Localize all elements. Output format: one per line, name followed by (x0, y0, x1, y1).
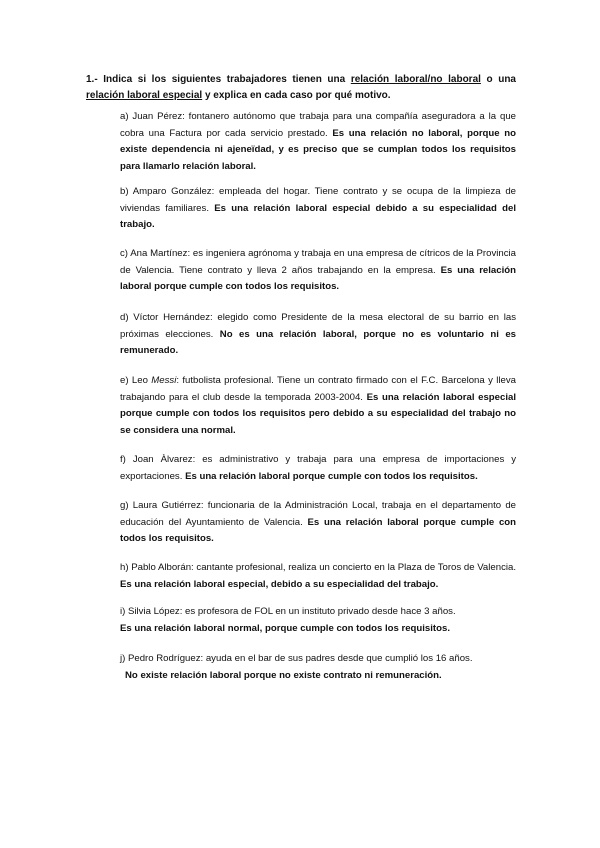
item-g (120, 498, 516, 548)
item-a-statement: a) Juan Pérez: fontanero autónomo que trabaja para una compañía aseguradora a la que cobra una Factura por cada servicio prestado. (120, 111, 516, 139)
item-d-statement: d) Víctor Hernández: elegido como Presidente de la mesa electoral de su barrio en las próximas elecciones. (120, 312, 516, 340)
question-text-1: Indica si los siguientes trabajadores tienen una (97, 74, 351, 85)
item-f (120, 452, 516, 485)
item-c-statement: c) Ana Martínez: es ingeniera agrónoma y trabaja en una empresa de cítricos de la Provincia de Valencia. Tiene contrato y lleva 2 años trabajando en la empresa. (120, 248, 516, 276)
question-text-2: o una (480, 74, 516, 85)
item-h-statement: h) Pablo Alborán: cantante profesional, realiza un concierto en la Plaza de Toros de Valencia. (120, 562, 516, 573)
item-e-statement-end: : futbolista profesional. Tiene un contrato firmado con el F.C. Barcelona y lleva trabajando para el club desde la temporada 2003-2004. (120, 375, 516, 403)
item-j-answer: No existe relación laboral porque no existe contrato ni remuneración. (125, 669, 442, 681)
item-b-statement: b) Amparo González: empleada del hogar. Tiene contrato y se ocupa de la limpieza de viviendas familiares. (120, 186, 516, 214)
item-c (120, 246, 516, 296)
item-a (120, 109, 516, 175)
item-e-italic-name: Messi (151, 375, 177, 386)
question-number: 1.- (86, 74, 98, 85)
item-i-answer: Es una relación laboral normal, porque cumple con todos los requisitos. (120, 622, 450, 634)
item-d (120, 310, 516, 360)
item-g-answer: Es una relación laboral porque cumple con todos los requisitos. (120, 516, 516, 544)
item-i (120, 604, 516, 637)
item-f-statement: f) Joan Àlvarez: es administrativo y trabaja para una empresa de importaciones y exportaciones. (120, 454, 516, 482)
question-text-3: y explica en cada caso por qué motivo. (202, 90, 391, 101)
item-a-answer: Es una relación no laboral, porque no existe dependencia ni ajeneïdad, y es preciso que se cumplan todos los requisitos para llamarlo relación laboral. (120, 127, 516, 172)
item-f-answer: Es una relación laboral porque cumple con todos los requisitos. (185, 470, 478, 482)
question-term-especial: relación laboral especial (86, 90, 203, 101)
item-j (120, 651, 516, 684)
item-b-answer: Es una relación laboral especial debido a su especialidad del trabajo. (120, 202, 516, 230)
item-e (120, 373, 516, 439)
item-j-statement: j) Pedro Rodríguez: ayuda en el bar de sus padres desde que cumplió los 16 años. (120, 653, 473, 664)
item-d-answer: No es una relación laboral, porque no es voluntario ni es remunerado. (120, 328, 516, 356)
item-b (120, 184, 516, 234)
item-e-answer: Es una relación laboral especial porque cumple con todos los requisitos pero debido a su especialidad del trabajo no se considera una normal. (120, 391, 517, 436)
item-e-statement-start: e) Leo (120, 375, 152, 386)
item-h (120, 560, 516, 593)
item-i-statement: i) Silvia López: es profesora de FOL en un instituto privado desde hace 3 años. (120, 606, 456, 617)
item-h-answer: Es una relación laboral especial, debido a su especialidad del trabajo. (120, 578, 439, 590)
item-g-statement: g) Laura Gutiérrez: funcionaria de la Administración Local, trabaja en el departamento de educación del Ayuntamiento de Valencia. (120, 500, 516, 528)
question-heading (86, 72, 516, 104)
question-term-laboral: relación laboral/no laboral (350, 74, 481, 85)
item-c-answer: Es una relación laboral porque cumple con todos los requisitos. (120, 264, 516, 292)
